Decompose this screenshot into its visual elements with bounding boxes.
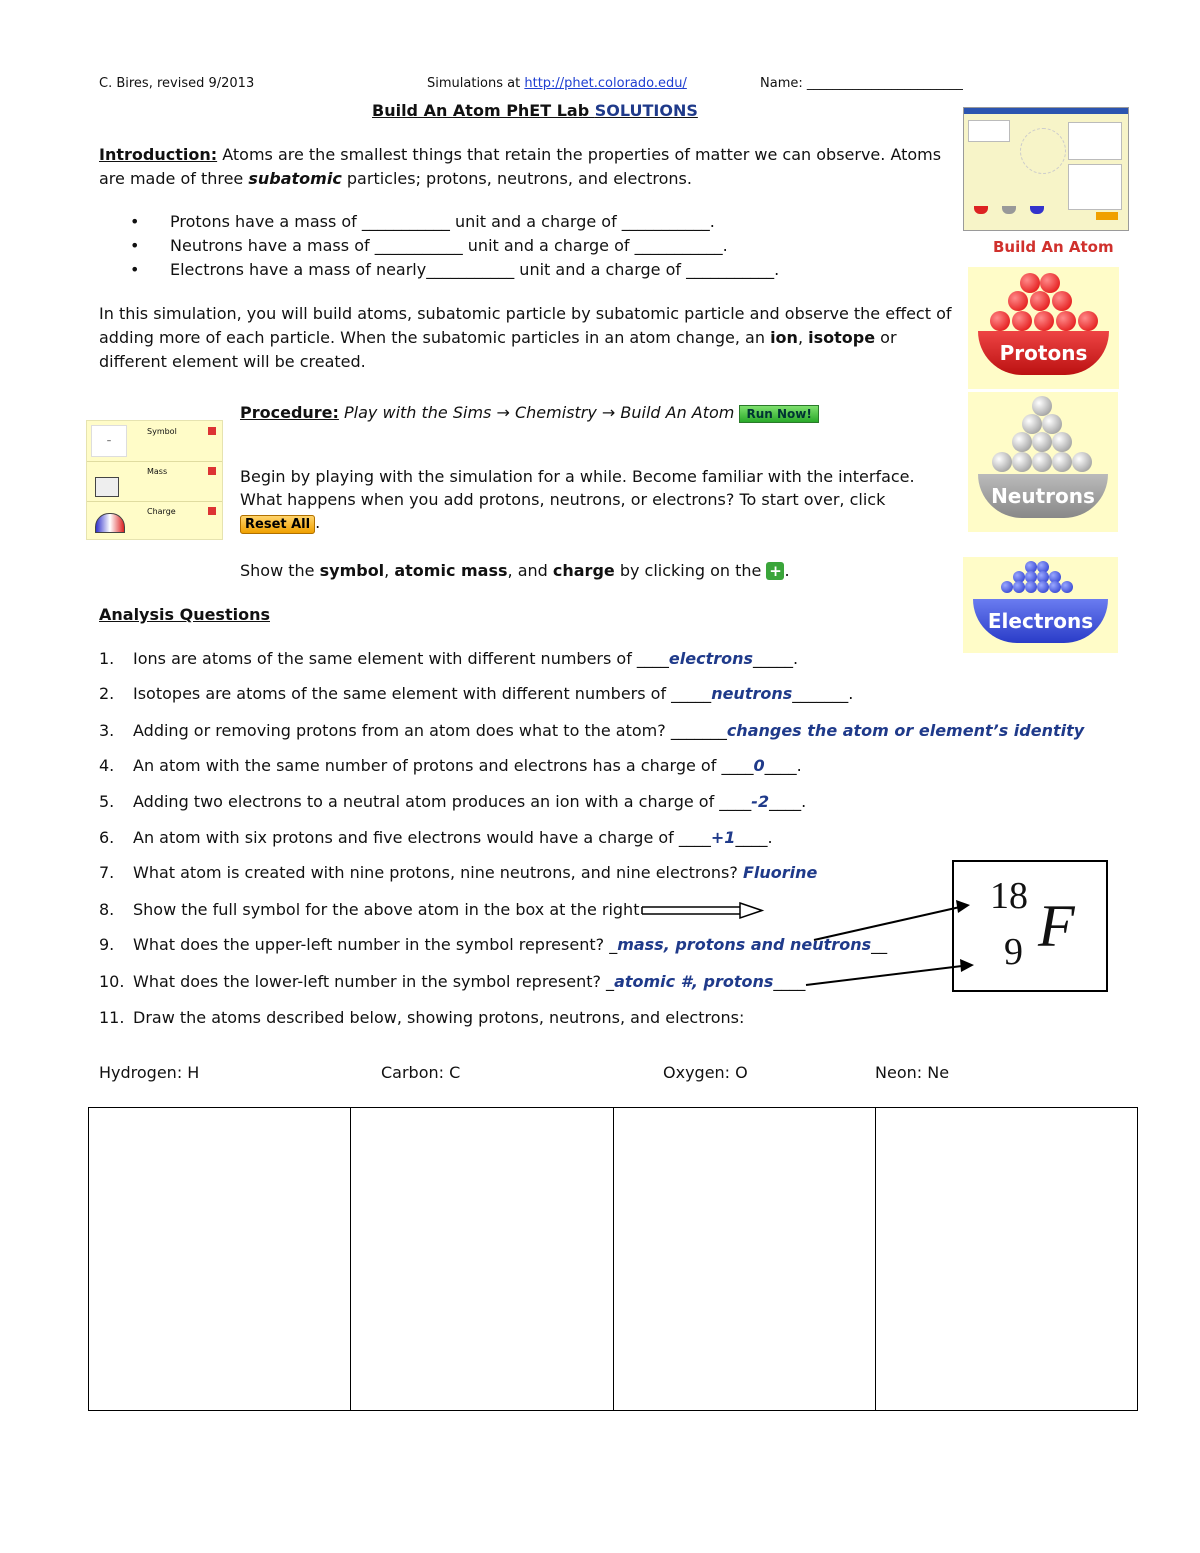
element-symbol-box <box>952 860 1108 992</box>
question-tail: ____. <box>764 756 802 775</box>
sim-para-text-2a: adding more of each particle. When the subatomic particles in an atom change, an <box>99 328 771 347</box>
question-text: An atom with the same number of protons and electrons has a charge of ____ <box>133 756 754 775</box>
mass-number: 18 <box>990 875 1028 917</box>
element-symbol: F <box>1038 893 1075 959</box>
sim-para-line-3: different element will be created. <box>99 352 366 371</box>
info-panel-image: – Symbol Mass Charge <box>86 420 223 540</box>
answer: -2 <box>751 792 770 811</box>
question-number: 3. <box>99 721 115 740</box>
bullet-neutrons-text: Neutrons have a mass of ___________ unit and a charge of ___________. <box>170 236 728 255</box>
bullet-protons: • Protons have a mass of ___________ unit and a charge of ___________. <box>130 212 715 231</box>
answer: neutrons <box>711 684 793 703</box>
sim-para-ion: ion <box>770 328 798 347</box>
intro-text-1: Atoms are the smallest things that retain the properties of matter we can observe. Atoms <box>217 145 942 164</box>
protons-label: Protons <box>978 331 1109 375</box>
question-tail: __ <box>871 935 888 954</box>
sim-para-or: or <box>875 328 897 347</box>
panel-symbol-label: Symbol <box>147 427 177 436</box>
question-tail: ____ <box>773 972 806 991</box>
answer: +1 <box>710 828 736 847</box>
question-number: 11. <box>99 1008 125 1027</box>
question-number: 10. <box>99 972 125 991</box>
intro-text-2a: are made of three <box>99 169 249 188</box>
reset-tail: . <box>315 513 321 532</box>
question-text: Adding or removing protons from an atom does what to the atom? _______ <box>133 721 727 740</box>
bullet-neutrons: • Neutrons have a mass of ___________ unit and a charge of ___________. <box>130 236 728 255</box>
question-text: Adding two electrons to a neutral atom produces an ion with a charge of ____ <box>133 792 752 811</box>
plus-icon[interactable]: + <box>766 562 784 580</box>
begin-line-2: What happens when you add protons, neutrons, or electrons? To start over, click <box>240 490 886 509</box>
sim-para-comma: , <box>797 328 809 347</box>
bullet-electrons: • Electrons have a mass of nearly___________ unit and a charge of ___________. <box>130 260 780 279</box>
question-text: What does the lower-left number in the symbol represent? _ <box>133 972 615 991</box>
phet-link[interactable]: http://phet.colorado.edu/ <box>524 76 687 91</box>
show-text-e: , and <box>507 561 553 580</box>
answer: changes the atom or element’s identity <box>726 721 1085 740</box>
question-text: Draw the atoms described below, showing protons, neutrons, and electrons: <box>133 1008 745 1027</box>
procedure-heading: Procedure: <box>240 403 339 422</box>
label-carbon: Carbon: C <box>381 1063 461 1082</box>
arrow-to-atomic-number-icon <box>806 959 974 985</box>
question-number: 9. <box>99 935 115 954</box>
drawing-table <box>88 1107 1138 1411</box>
title-solutions: SOLUTIONS <box>594 101 698 120</box>
answer: mass, protons and neutrons <box>617 935 872 954</box>
answer: atomic #, protons <box>614 972 774 991</box>
bullet-electrons-text: Electrons have a mass of nearly___________ unit and a charge of ___________. <box>170 260 780 279</box>
question-number: 2. <box>99 684 115 703</box>
drawing-cell-oxygen[interactable] <box>613 1108 875 1411</box>
intro-text-2c: particles; protons, neutrons, and electrons. <box>341 169 692 188</box>
begin-line-1: Begin by playing with the simulation for a while. Become familiar with the interface. <box>240 467 915 486</box>
bullet-protons-text: Protons have a mass of ___________ unit and a charge of ___________. <box>170 212 715 231</box>
answer: electrons <box>668 649 754 668</box>
question-text: An atom with six protons and five electrons would have a charge of ____ <box>133 828 711 847</box>
question-text: Show the full symbol for the above atom in the box at the right <box>133 900 640 919</box>
show-symbol: symbol <box>319 561 385 580</box>
atomic-number: 9 <box>1004 931 1023 973</box>
question-text: Ions are atoms of the same element with different numbers of ____ <box>133 649 669 668</box>
question-number: 8. <box>99 900 115 919</box>
simulations-label: Simulations at <box>427 76 525 91</box>
show-text-a: Show the <box>240 561 320 580</box>
show-text-c: , <box>384 561 395 580</box>
label-hydrogen: Hydrogen: H <box>99 1063 200 1082</box>
answer: Fluorine <box>742 863 818 882</box>
neutrons-label: Neutrons <box>978 474 1108 518</box>
question-tail: _______. <box>792 684 854 703</box>
sim-para-line-1: In this simulation, you will build atoms, subatomic particle by subatomic particle and observe the effect of <box>99 304 952 323</box>
question-text: What does the upper-left number in the symbol represent? _ <box>133 935 618 954</box>
drawing-cell-neon[interactable] <box>875 1108 1137 1411</box>
double-arrow-icon <box>642 903 762 918</box>
show-text-h: . <box>784 561 790 580</box>
question-number: 4. <box>99 756 115 775</box>
name-field: Name: ________________________ <box>760 76 963 91</box>
electrons-label: Electrons <box>973 599 1108 643</box>
run-now-button[interactable]: Run Now! <box>739 405 818 423</box>
drawing-cell-carbon[interactable] <box>351 1108 613 1411</box>
question-tail: ____. <box>769 792 807 811</box>
show-atomic-mass: atomic mass <box>394 561 508 580</box>
title-main: Build An Atom PhET Lab <box>372 101 595 120</box>
intro-heading: Introduction: <box>99 145 218 164</box>
question-tail: ____. <box>735 828 773 847</box>
show-text-g: by clicking on the <box>614 561 767 580</box>
author-revision: C. Bires, revised 9/2013 <box>99 76 255 91</box>
answer: 0 <box>753 756 765 775</box>
label-oxygen: Oxygen: O <box>663 1063 748 1082</box>
procedure-path: Play with the Sims → Chemistry → Build An Atom <box>338 403 740 422</box>
reset-all-button[interactable]: Reset All <box>240 515 315 534</box>
intro-text-subatomic: subatomic <box>248 169 342 188</box>
panel-mass-label: Mass <box>147 467 168 476</box>
question-number: 6. <box>99 828 115 847</box>
analysis-heading: Analysis Questions <box>99 605 270 624</box>
question-number: 7. <box>99 863 115 882</box>
drawing-cell-hydrogen[interactable] <box>89 1108 351 1411</box>
sim-para-isotope: isotope <box>808 328 876 347</box>
panel-charge-label: Charge <box>147 507 176 516</box>
question-number: 1. <box>99 649 115 668</box>
arrow-to-mass-number-icon <box>814 900 970 940</box>
question-text: What atom is created with nine protons, nine neutrons, and nine electrons? <box>133 863 743 882</box>
show-charge: charge <box>552 561 615 580</box>
question-text: Isotopes are atoms of the same element with different numbers of _____ <box>133 684 712 703</box>
question-number: 5. <box>99 792 115 811</box>
label-neon: Neon: Ne <box>875 1063 950 1082</box>
sim-caption: Build An Atom <box>993 238 1114 256</box>
question-tail: _____. <box>753 649 799 668</box>
